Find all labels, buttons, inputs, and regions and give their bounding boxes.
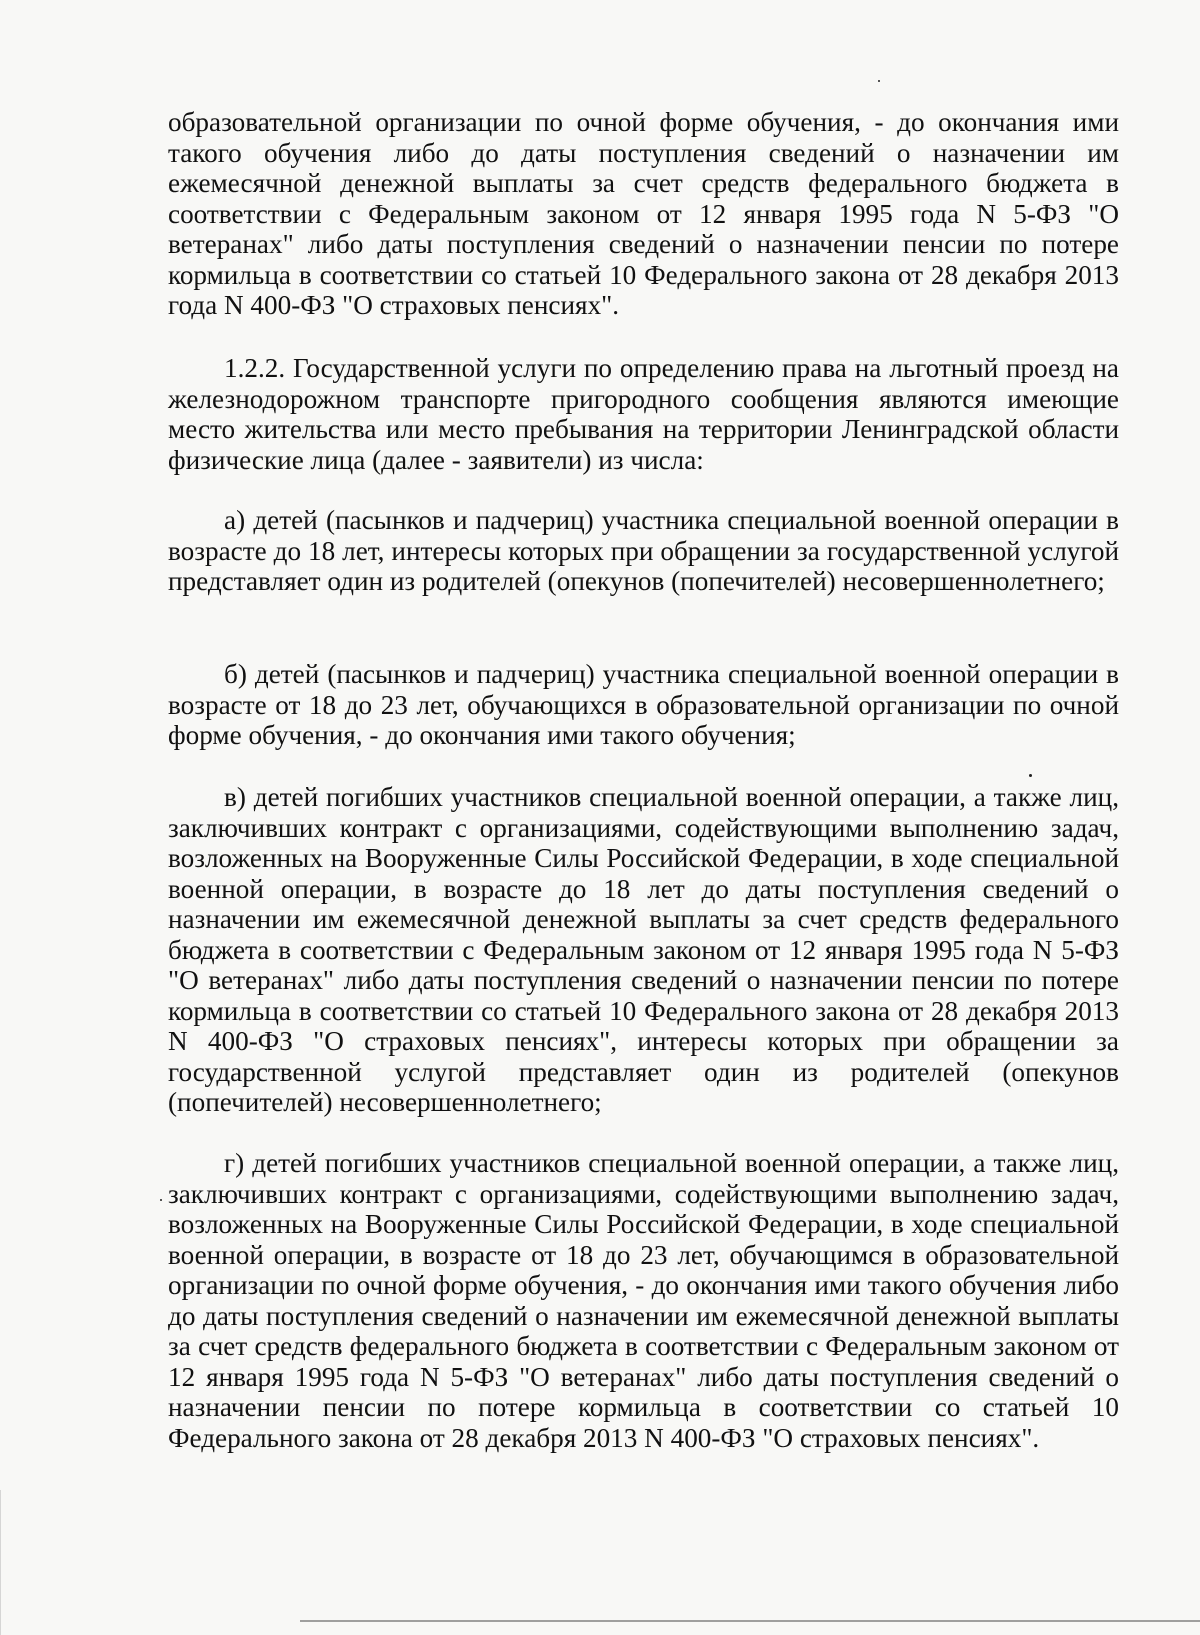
paragraph-continuation: образовательной организации по очной форме обучения, - до окончания ими такого обучения либо до даты поступления сведений о назначении им ежемесячной денежной выплаты за счет средств федерального бюджета в соответствии с Федеральным законом от 12 января 1995 года N 5-ФЗ "О ветеранах" либо даты поступления сведений о назначении пенсии по потере кормильца в соответствии со статьей 10 Федерального закона от 28 декабря 2013 года N 400-ФЗ "О страховых пенсиях".: [168, 107, 1119, 320]
scan-speck: [1029, 774, 1032, 777]
paragraph-item-b: б) детей (пасынков и падчериц) участника специальной военной операции в возрасте от 18 до 23 лет, обучающихся в образовательной организации по очной форме обучения, - до окончания ими такого обучения;: [168, 659, 1119, 750]
scan-speck: [160, 1199, 162, 1201]
scan-edge-line: [0, 1490, 1, 1635]
paragraph-item-g: г) детей погибших участников специальной военной операции, а также лиц, заключивших контракт с организациями, содействующими выполнению задач, возложенных на Вооруженные Силы Российской Федерации, в ходе специальной военной операции, в возрасте от 18 до 23 лет, обучающимся в образовательной организации по очной форме обучения, - до окончания ими такого обучения либо до даты поступления сведений о назначении им ежемесячной денежной выплаты за счет средств федерального бюджета в соответствии с Федеральным законом от 12 января 1995 года N 5-ФЗ "О ветеранах" либо даты поступления сведений о назначении пенсии по потере кормильца в соответствии со статьей 10 Федерального закона от 28 декабря 2013 N 400-ФЗ "О страховых пенсиях".: [168, 1148, 1119, 1453]
paragraph-item-a: а) детей (пасынков и падчериц) участника специальной военной операции в возрасте до 18 лет, интересы которых при обращении за государственной услугой представляет один из родителей (опекунов (попечителей) несовершеннолетнего;: [168, 505, 1119, 596]
scan-speck: [878, 80, 880, 82]
scan-bottom-line: [300, 1620, 1200, 1622]
paragraph-1-2-2: 1.2.2. Государственной услуги по определению права на льготный проезд на железнодорожном транспорте пригородного сообщения являются имеющие место жительства или место пребывания на территории Ленинградской области физические лица (далее - заявители) из числа:: [168, 353, 1119, 475]
paragraph-item-v: в) детей погибших участников специальной военной операции, а также лиц, заключивших контракт с организациями, содействующими выполнению задач, возложенных на Вооруженные Силы Российской Федерации, в ходе специальной военной операции, в возрасте до 18 лет до даты поступления сведений о назначении им ежемесячной денежной выплаты за счет средств федерального бюджета в соответствии с Федеральным законом от 12 января 1995 года N 5-ФЗ "О ветеранах" либо даты поступления сведений о назначении пенсии по потере кормильца в соответствии со статьей 10 Федерального закона от 28 декабря 2013 N 400-ФЗ "О страховых пенсиях", интересы которых при обращении за государственной услугой представляет один из родителей (опекунов (попечителей) несовершеннолетнего;: [168, 782, 1119, 1117]
